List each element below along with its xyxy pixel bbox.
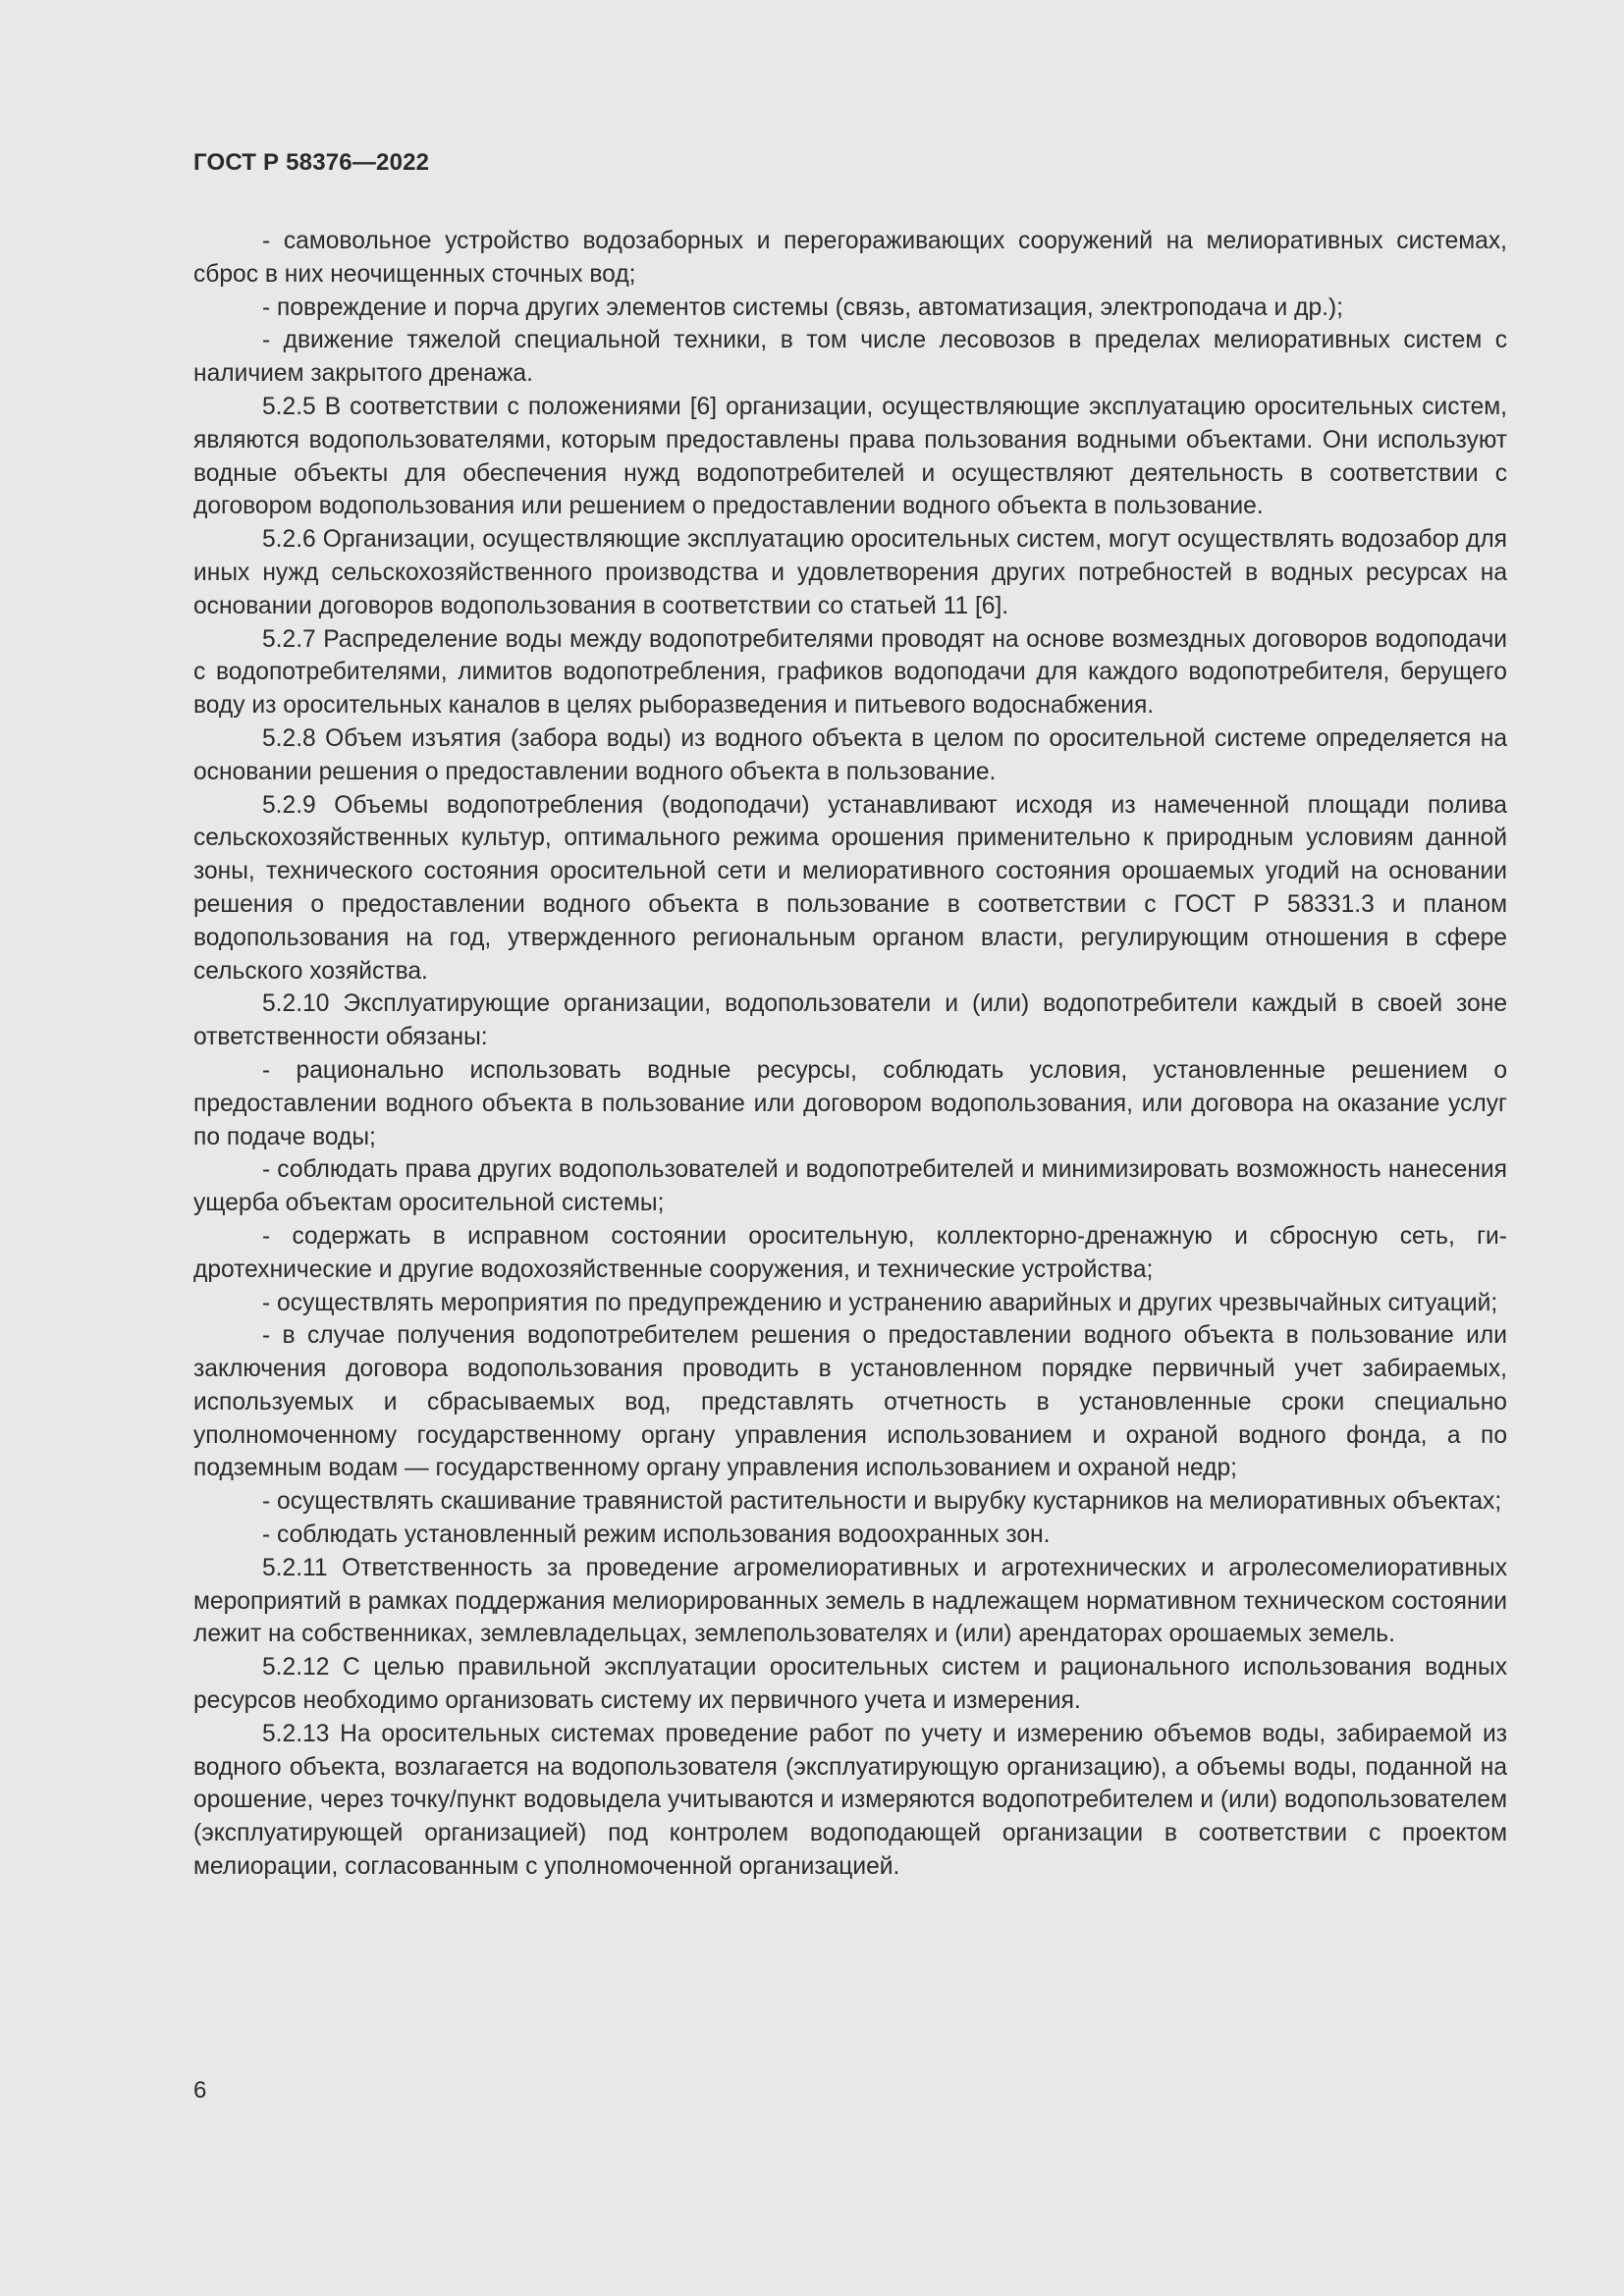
paragraph: 5.2.6 Организации, осуществляющие эксплуатацию оросительных систем, могут осуществлять водозабор для иных нужд сельскохозяйственного производства и удовлетворения других потребностей в водных ресурсах на основании договоров водопользования в соответствии со статьей 11 [6]. — [193, 526, 1507, 619]
paragraph: 5.2.10 Эксплуатирующие организации, водопользователи и (или) водопотребители каждый в своей зоне ответственности обязаны: — [193, 990, 1507, 1051]
paragraph: 5.2.11 Ответственность за проведение агромелиоративных и агротехнических и агролесомелиоративных мероприятий в рамках поддержания мелиорированных земель в надлежащем нормативном техническом состоянии лежит на собственниках, землевладельцах, землепользователях и (или) арендаторах орошаемых земель. — [193, 1554, 1507, 1648]
paragraph: 5.2.9 Объемы водопотребления (водоподачи) устанавливают исходя из намеченной площади полива сельскохозяйственных культур, оптимального режима орошения применительно к природным условиям данной зоны, технического состояния оросительной сети и мелиоративного состояния орошаемых угодий на основании решения о предоставлении водного объекта в пользование в соответствии с ГОСТ Р 58331.3 и планом водопользования на год, утвержденного региональным органом власти, регулирующим отношения в сфере сельского хозяйства. — [193, 791, 1507, 985]
paragraph: - рационально использовать водные ресурсы, соблюдать условия, установленные решением о предоставлении водного объекта в пользование или договором водопользования, или договора на оказание услуг по подаче воды; — [193, 1056, 1507, 1150]
paragraph: - содержать в исправном состоянии оросительную, коллекторно-дренажную и сбросную сеть, гидротехнические и другие водохозяйственные сооружения, и технические устройства; — [193, 1222, 1507, 1283]
paragraph: - в случае получения водопотребителем решения о предоставлении водного объекта в пользование или заключения договора водопользования проводить в установленном порядке первичный учет забираемых, используемых и сбрасываемых вод, представлять отчетность в установленные сроки специально уполномоченному государственному органу управления использованием и охраной водного фонда, а по подземным водам — государственному органу управления использованием и охраной недр; — [193, 1322, 1507, 1482]
paragraph: 5.2.7 Распределение воды между водопотребителями проводят на основе возмездных договоров водоподачи с водопотребителями, лимитов водопотребления, графиков водоподачи для каждого водопотребителя, берущего воду из оросительных каналов в целях рыборазведения и питьевого водоснабжения. — [193, 625, 1507, 720]
paragraph: 5.2.13 На оросительных системах проведение работ по учету и измерению объемов воды, забираемой из водного объекта, возлагается на водопользователя (эксплуатирующую организацию), а объемы воды, поданной на орошение, через точку/пункт водовыдела учитываются и измеряются водопотребителем и (или) водопользователем (эксплуатирующей организацией) под контролем водоподающей организации в соответствии с проектом мелиорации, согласованным с уполномоченной организацией. — [193, 1720, 1507, 1881]
paragraph: 5.2.12 С целью правильной эксплуатации оросительных систем и рационального использования водных ресурсов необходимо организовать систему их первичного учета и измерения. — [193, 1654, 1507, 1715]
paragraph: - повреждение и порча других элементов системы (связь, автоматизация, электроподача и др.); — [262, 294, 1344, 321]
paragraph: - осуществлять мероприятия по предупреждению и устранению аварийных и других чрезвычайных ситуаций; — [262, 1289, 1498, 1316]
page-number: 6 — [193, 2077, 207, 2104]
document-body — [193, 225, 1507, 1884]
paragraph: - соблюдать права других водопользователей и водопотребителей и минимизировать возможность нанесения ущерба объектам оросительной системы; — [193, 1156, 1507, 1217]
document-header: ГОСТ Р 58376—2022 — [193, 149, 430, 176]
paragraph: - самовольное устройство водозаборных и перегораживающих сооружений на мелиоративных системах, сброс в них неочищенных сточных вод; — [193, 228, 1507, 288]
paragraph: - соблюдать установленный режим использования водоохранных зон. — [262, 1522, 1051, 1549]
paragraph: - осуществлять скашивание травянистой растительности и вырубку кустарников на мелиоративных объектах; — [262, 1488, 1502, 1516]
paragraph: - движение тяжелой специальной техники, в том числе лесовозов в пределах мелиоративных систем с наличием закрытого дренажа. — [193, 327, 1507, 388]
paragraph: 5.2.5 В соответствии с положениями [6] организации, осуществляющие эксплуатацию оросительных систем, являются водопользователями, которым предоставлены права пользования водными объектами. Они используют водные объекты для обеспечения нужд водопотребителей и осуществляют деятельность в соответствии с договором водопользования или решением о предоставлении водного объекта в пользование. — [193, 393, 1507, 520]
paragraph: 5.2.8 Объем изъятия (забора воды) из водного объекта в целом по оросительной системе определяется на основании решения о предоставлении водного объекта в пользование. — [193, 724, 1507, 785]
